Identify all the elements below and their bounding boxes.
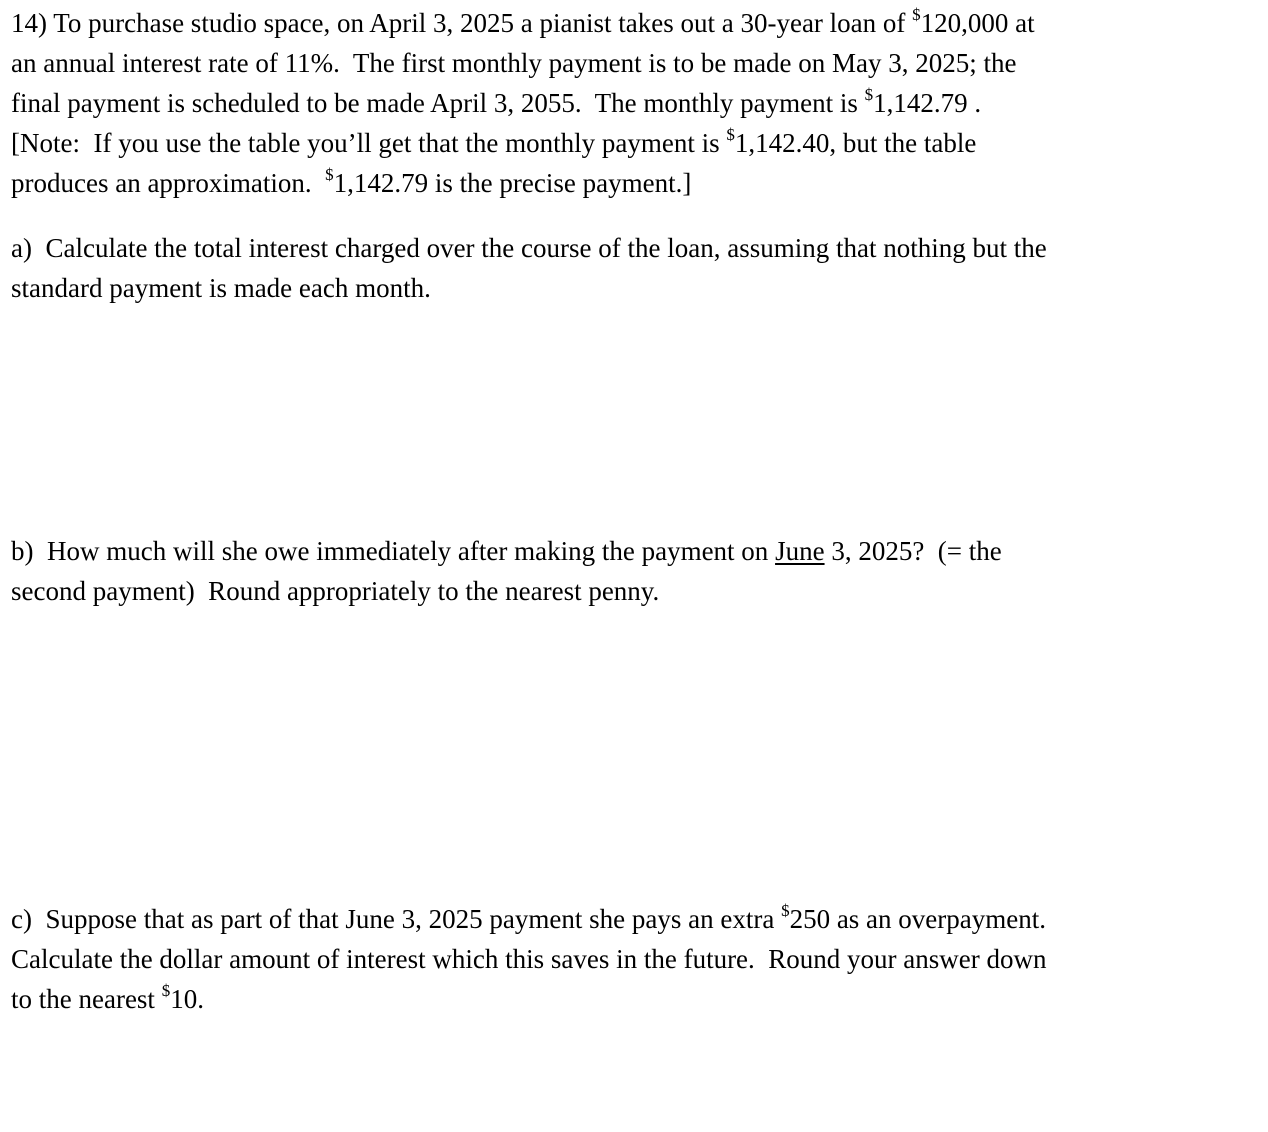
part-c-question <box>11 899 1261 1019</box>
part-a-line: standard payment is made each month. <box>11 273 431 303</box>
part-b-line: b) How much will she owe immediately after making the payment on June 3, 2025? (= the <box>11 536 1002 566</box>
dollar-sign: $ <box>161 981 171 1000</box>
part-c-line: c) Suppose that as part of that June 3, 2025 payment she pays an extra $250 as an overpayment. <box>11 901 1046 934</box>
problem-line: 14) To purchase studio space, on April 3, 2025 a pianist takes out a 30-year loan of $120,000 at <box>11 5 1035 38</box>
dollar-sign: $ <box>325 165 334 184</box>
part-b-question <box>11 531 1261 611</box>
dollar-sign: $ <box>781 901 790 920</box>
underlined-month: June <box>775 536 825 566</box>
problem-statement <box>11 3 1261 203</box>
part-a-line: a) Calculate the total interest charged over the course of the loan, assuming that nothing but the <box>11 233 1047 263</box>
part-c-line: Calculate the dollar amount of interest which this saves in the future. Round your answer down <box>11 944 1047 974</box>
dollar-sign: $ <box>912 5 921 24</box>
problem-line: final payment is scheduled to be made April 3, 2055. The monthly payment is $1,142.79 . <box>11 85 982 118</box>
problem-line: an annual interest rate of 11%. The first monthly payment is to be made on May 3, 2025; the <box>11 48 1017 78</box>
problem-line: produces an approximation. $1,142.79 is the precise payment.] <box>11 165 692 198</box>
part-a-question <box>11 228 1261 308</box>
dollar-sign: $ <box>726 125 735 144</box>
problem-line: [Note: If you use the table you’ll get that the monthly payment is $1,142.40, but the table <box>11 125 977 158</box>
part-c-line: to the nearest $10. <box>11 981 204 1014</box>
part-b-line: second payment) Round appropriately to the nearest penny. <box>11 576 660 606</box>
dollar-sign: $ <box>864 85 874 104</box>
